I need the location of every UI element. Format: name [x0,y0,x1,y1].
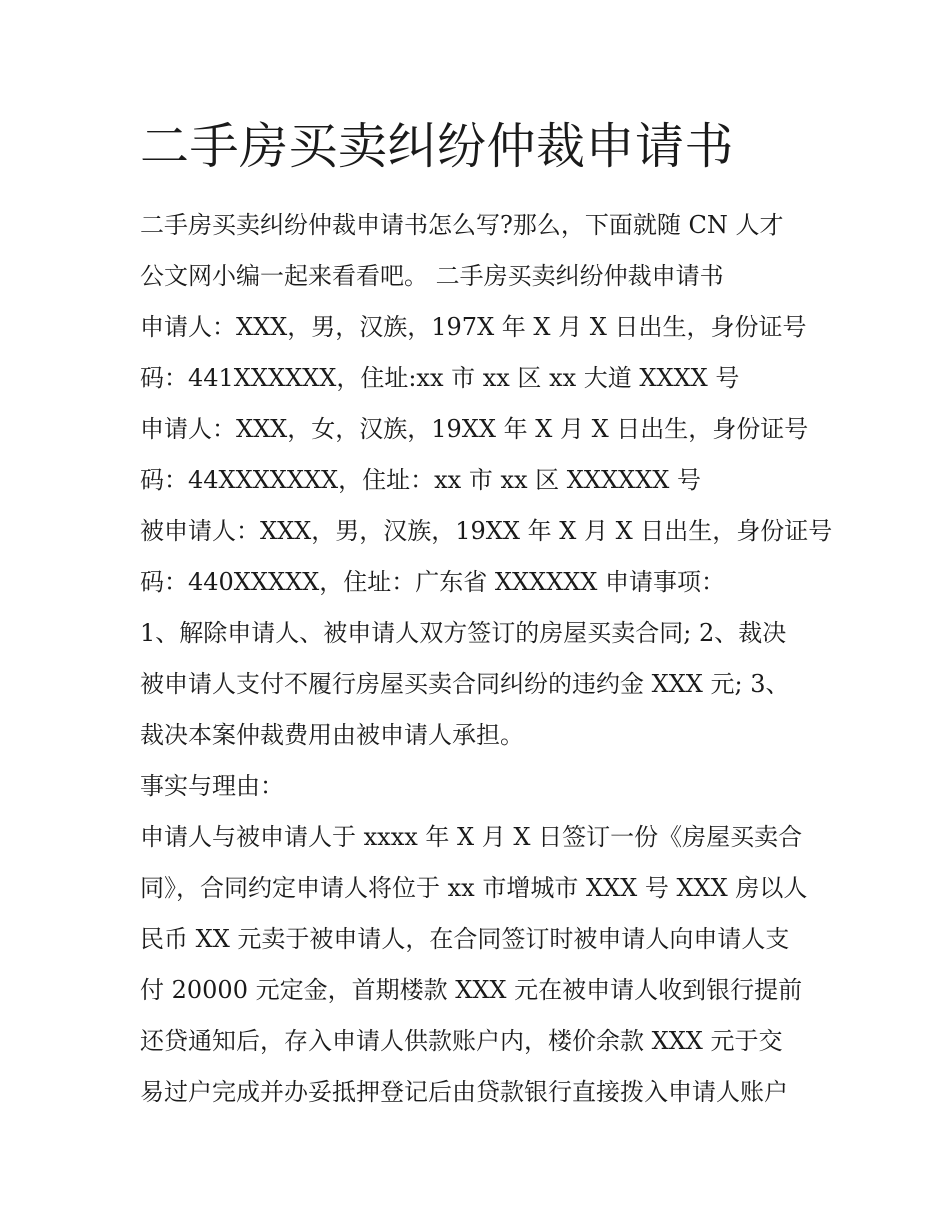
body-line: 易过户完成并办妥抵押登记后由贷款银行直接拨入申请人账户 [140,1078,788,1106]
body-line: 同》，合同约定申请人将位于 xx 市增城市 XXX 号 XXX 房以人 [140,874,808,902]
body-line: 1、解除申请人、被申请人双方签订的房屋买卖合同; 2、裁决 [140,619,787,647]
body-line: 还贷通知后，存入申请人供款账户内，楼价余款 XXX 元于交 [140,1027,783,1055]
body-line: 被申请人：XXX，男，汉族，19XX 年 X 月 X 日出生，身份证号 [140,517,833,545]
document-title: 二手房买卖纠纷仲裁申请书 [140,118,735,175]
body-line: 申请人：XXX，女，汉族，19XX 年 X 月 X 日出生，身份证号 [140,415,809,443]
body-line: 裁决本案仲裁费用由被申请人承担。 [140,721,524,749]
body-line: 被申请人支付不履行房屋买卖合同纠纷的违约金 XXX 元; 3、 [140,670,790,698]
body-line: 码：44XXXXXXX，住址：xx 市 xx 区 XXXXXX 号 [140,466,701,494]
body-line: 码：440XXXXX，住址：广东省 XXXXXX 申请事项： [140,568,726,596]
body-line: 公文网小编一起来看看吧。 二手房买卖纠纷仲裁申请书 [140,262,724,290]
body-line: 码：441XXXXXX，住址:xx 市 xx 区 xx 大道 XXXX 号 [140,364,740,392]
body-line: 申请人与被申请人于 xxxx 年 X 月 X 日签订一份《房屋买卖合 [140,823,803,851]
body-line: 二手房买卖纠纷仲裁申请书怎么写?那么，下面就随 CN 人才 [140,211,784,239]
body-line: 付 20000 元定金，首期楼款 XXX 元在被申请人收到银行提前 [140,976,803,1004]
document-body [140,200,833,1118]
body-line: 民币 XX 元卖于被申请人，在合同签订时被申请人向申请人支 [140,925,790,953]
section-heading: 事实与理由： [140,772,284,800]
body-line: 申请人：XXX，男，汉族，197X 年 X 月 X 日出生，身份证号 [140,313,807,341]
